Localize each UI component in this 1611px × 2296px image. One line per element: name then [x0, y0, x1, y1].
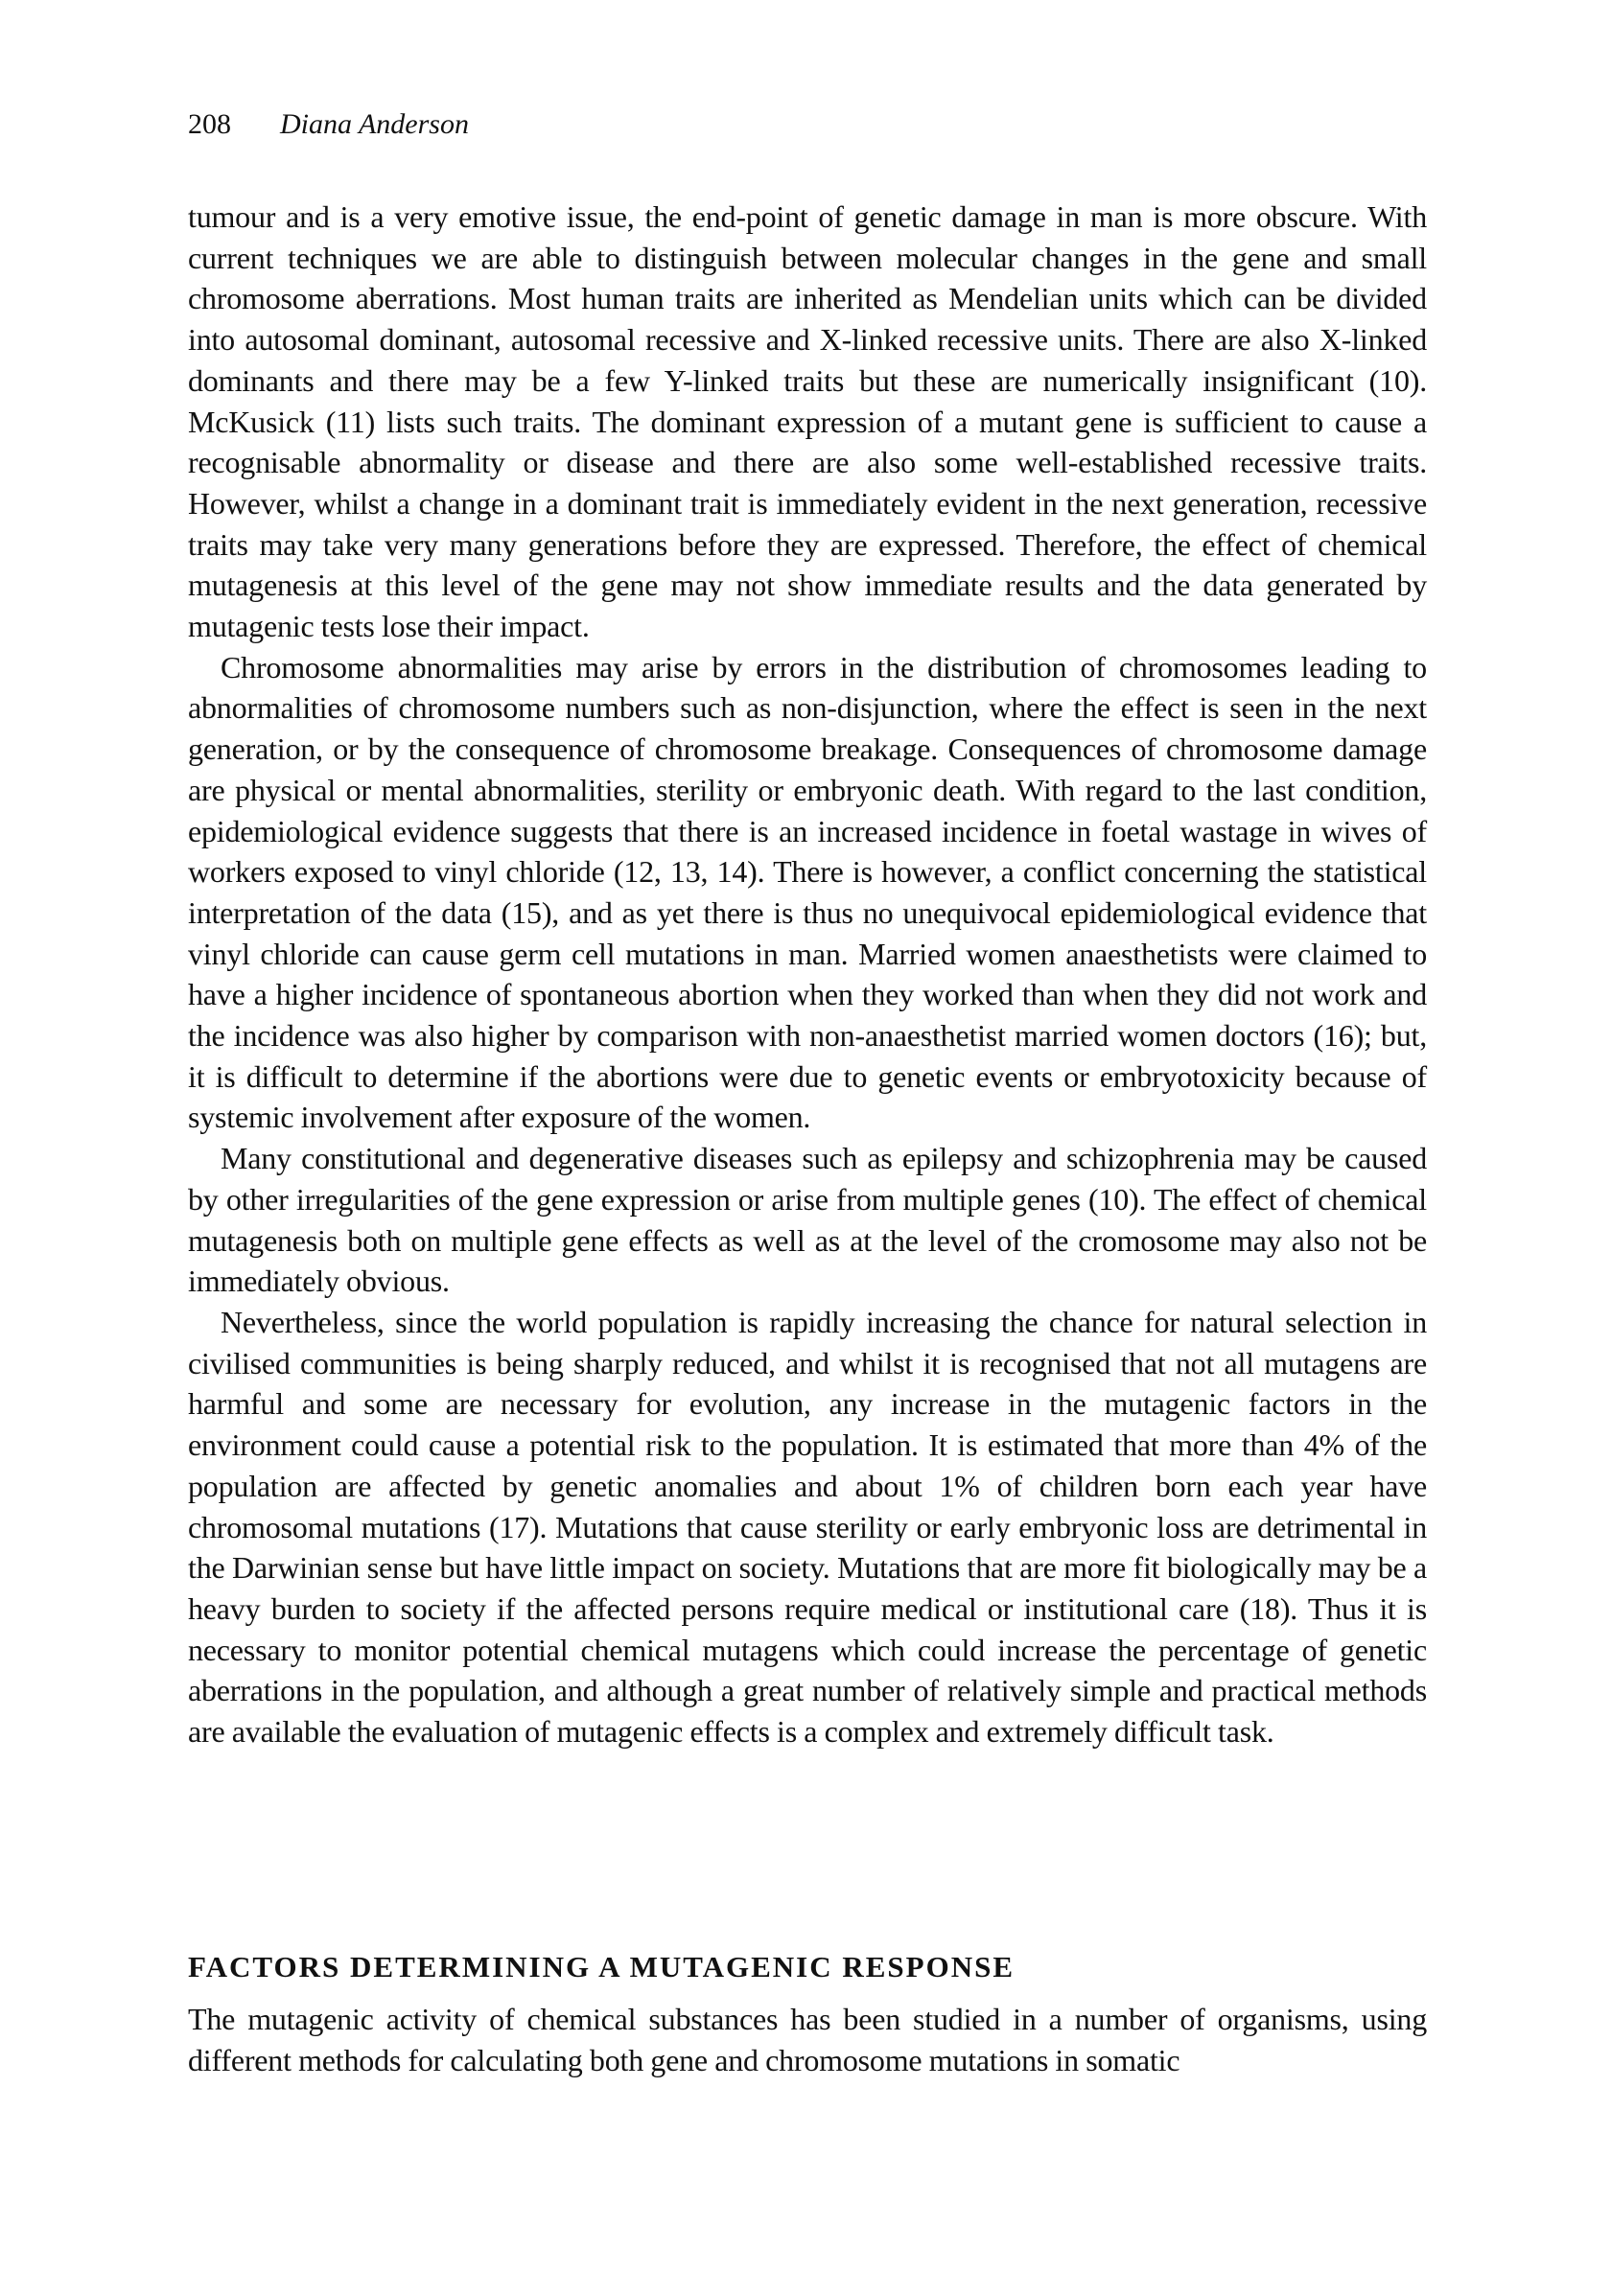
running-head [188, 107, 469, 142]
paragraph-3: Many constitutional and degenerative diseases such as epilepsy and schizophrenia may be caused by other irregularities of the gene expression or arise from multiple genes (10). The effect of chemical mutagenesis both on multiple gene effects as well as at the level of the cromosome may also not be immediately obvious. [188, 1141, 1427, 1299]
body-text [188, 197, 1427, 1752]
section-heading: FACTORS DETERMINING A MUTAGENIC RESPONSE [188, 1950, 1016, 1983]
running-head-author: Diana Anderson [280, 108, 469, 140]
page-number: 208 [188, 108, 231, 140]
paragraph-1: tumour and is a very emotive issue, the end-point of genetic damage in man is more obscure. With current techniques we are able to distinguish between molecular changes in the gene and small chromosome aberrations. Most human traits are inherited as Mendelian units which can be divided into autosomal dominant, autosomal recessive and X-linked recessive units. There are also X-linked dominants and there may be a few Y-linked traits but these are numerically insignificant (10). McKusick (11) lists such traits. The dominant expression of a mutant gene is sufficient to cause a recognisable abnormality or disease and there are also some well-established recessive traits. However, whilst a change in a dominant trait is immediately evident in the next generation, recessive traits may take very many generations before they are expressed. Therefore, the effect of chemical mutagenesis at this level of the gene may not show immediate results and the data generated by mutagenic tests lose their impact. [188, 199, 1427, 644]
section-body [188, 1999, 1427, 2080]
section-paragraph-1: The mutagenic activity of chemical substances has been studied in a number of organisms, using different methods for calculating both gene and chromosome mutations in somatic [188, 2002, 1427, 2077]
paragraph-4: Nevertheless, since the world population is rapidly increasing the chance for natural selection in civilised communities is being sharply reduced, and whilst it is recognised that not all mutagens are harmful and some are necessary for evolution, any increase in the mutagenic factors in the environment could cause a potential risk to the population. It is estimated that more than 4% of the population are affected by genetic anomalies and about 1% of children born each year have chromosomal mutations (17). Mutations that cause sterility or early embryonic loss are detrimental in the Darwinian sense but have little impact on society. Mutations that are more fit biologically may be a heavy burden to society if the affected persons require medical or institutional care (18). Thus it is necessary to monitor potential chemical mutagens which could increase the percentage of genetic aberrations in the population, and although a great number of relatively simple and practical methods are available the evaluation of mutagenic effects is a complex and extremely difficult task. [188, 1304, 1427, 1750]
paragraph-2: Chromosome abnormalities may arise by errors in the distribution of chromosomes leading to abnormalities of chromosome numbers such as non-disjunction, where the effect is seen in the next generation, or by the consequence of chromosome breakage. Consequences of chromosome damage are physical or mental abnormalities, sterility or embryonic death. With regard to the last condition, epidemiological evidence suggests that there is an increased incidence in foetal wastage in wives of workers exposed to vinyl chloride (12, 13, 14). There is however, a conflict concerning the statistical interpretation of the data (15), and as yet there is thus no unequivocal epidemiological evidence that vinyl chloride can cause germ cell mutations in man. Married women anaesthetists were claimed to have a higher incidence of spontaneous abortion when they worked than when they did not work and the incidence was also higher by comparison with non-anaesthetist married women doctors (16); but, it is difficult to determine if the abortions were due to genetic events or embryotoxicity because of systemic involvement after exposure of the women. [188, 649, 1427, 1135]
